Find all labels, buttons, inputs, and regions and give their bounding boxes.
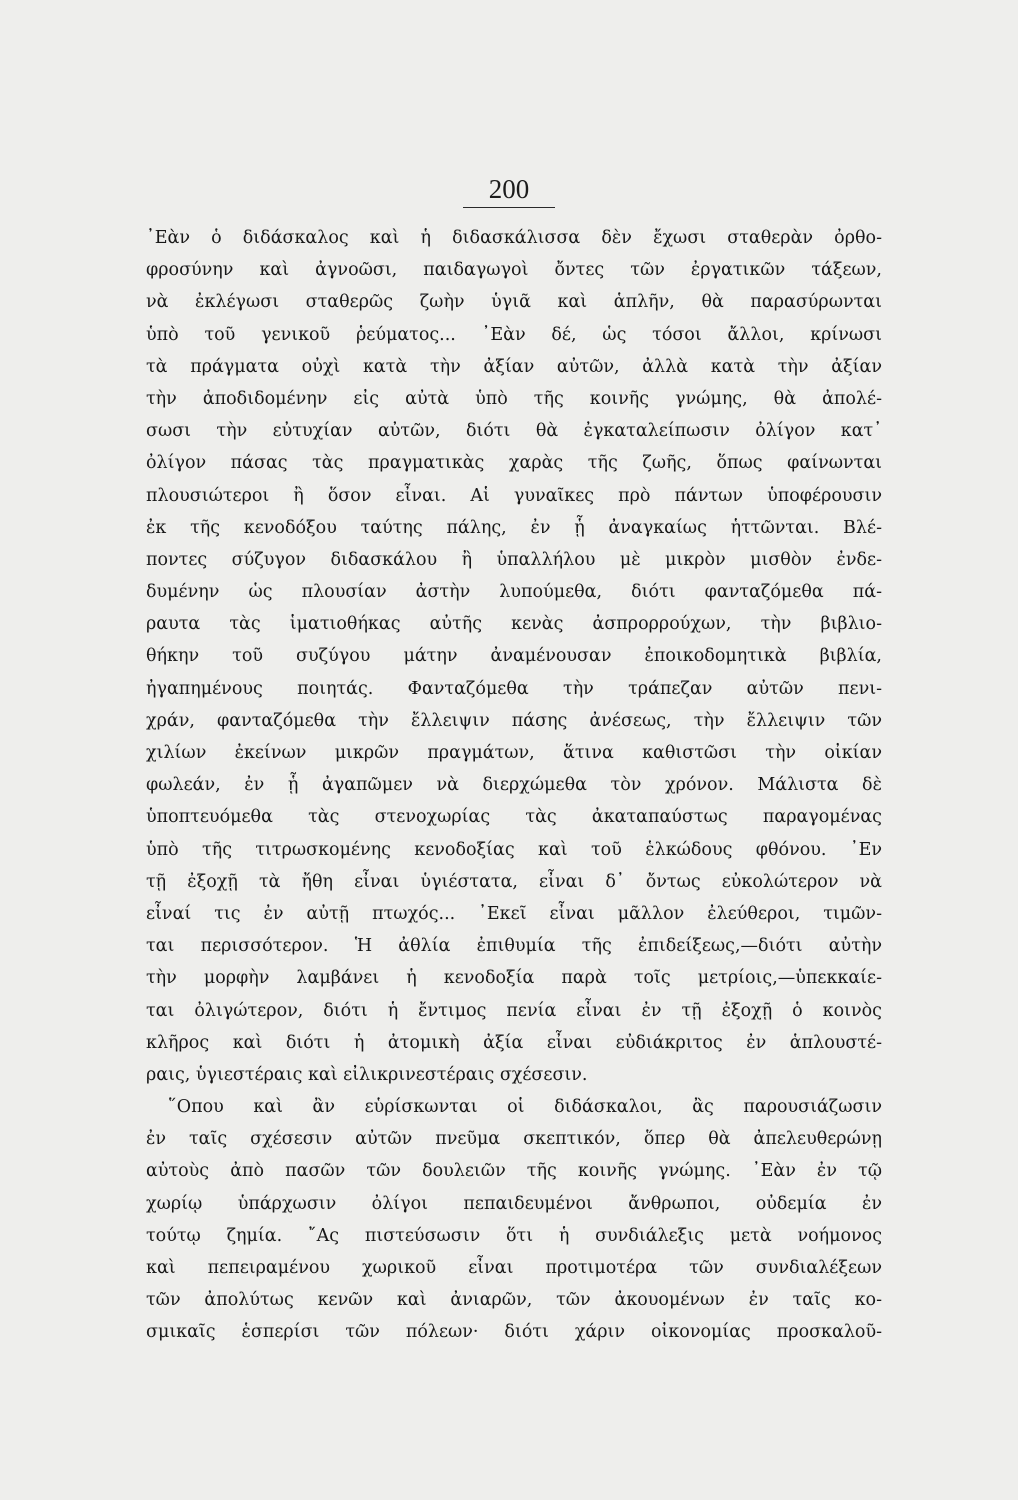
text-line: θήκην τοῦ συζύγου μάτην ἀναμένουσαν ἐποικοδομητικὰ βιβλία, xyxy=(146,646,882,667)
text-line: ἐκ τῆς κενοδόξου ταύτης πάλης, ἐν ᾗ ἀναγκαίως ἡττῶνται. Βλέ- xyxy=(146,517,882,538)
text-line: ὑπὸ τῆς τιτρωσκομένης κενοδοξίας καὶ τοῦ ἑλκώδους φθόνου. ᾽Εν xyxy=(146,839,882,860)
text-line: τὴν μορφὴν λαμβάνει ἡ κενοδοξία παρὰ τοῖς μετρίοις,—ὑπεκκαίε- xyxy=(146,968,882,989)
text-line: τὰ πράγματα οὐχὶ κατὰ τὴν ἀξίαν αὐτῶν, ἀλλὰ κατὰ τὴν ἀξίαν xyxy=(146,356,882,377)
text-line: τῶν ἀπολύτως κενῶν καὶ ἀνιαρῶν, τῶν ἀκουομένων ἐν ταῖς κο- xyxy=(146,1290,882,1311)
header-rule xyxy=(463,207,555,208)
text-line: ποντες σύζυγον διδασκάλου ἢ ὑπαλλήλου μὲ μικρὸν μισθὸν ἐνδε- xyxy=(146,549,882,570)
text-line: αὐτοὺς ἀπὸ πασῶν τῶν δουλειῶν τῆς κοινῆς γνώμης. ᾽Εὰν ἐν τῷ xyxy=(146,1161,882,1182)
text-line: εἶναί τις ἐν αὐτῇ πτωχός... ᾽Εκεῖ εἶναι μᾶλλον ἐλεύθεροι, τιμῶν- xyxy=(146,903,882,924)
text-line: σμικαῖς ἑσπερίσι τῶν πόλεων· διότι χάριν οἰκονομίας προσκαλοῦ- xyxy=(146,1322,882,1343)
paragraph-1 xyxy=(146,222,882,1091)
text-line: καὶ πεπειραμένου χωρικοῦ εἶναι προτιμοτέρα τῶν συνδιαλέξεων xyxy=(146,1258,882,1278)
text-line: χιλίων ἐκείνων μικρῶν πραγμάτων, ἅτινα καθιστῶσι τὴν οἰκίαν xyxy=(146,743,882,763)
text-line: ἠγαπημένους ποιητάς. Φανταζόμεθα τὴν τράπεζαν αὐτῶν πενι- xyxy=(146,678,882,699)
text-line: φροσύνην καὶ ἀγνοῶσι, παιδαγωγοὶ ὄντες τῶν ἐργατικῶν τάξεων, xyxy=(146,260,882,281)
text-line: τῇ ἐξοχῇ τὰ ἤθη εἶναι ὑγιέστατα, εἶναι δ᾽ ὄντως εὐκολώτερον νὰ xyxy=(146,871,882,892)
text-line: ὑποπτευόμεθα τὰς στενοχωρίας τὰς ἀκαταπαύστως παραγομένας xyxy=(146,807,882,828)
page-number: 200 xyxy=(488,174,530,204)
text-line: φωλεάν, ἐν ᾗ ἀγαπῶμεν νὰ διερχώμεθα τὸν χρόνον. Μάλιστα δὲ xyxy=(146,775,882,796)
text-line: πλουσιώτεροι ἢ ὅσον εἶναι. Αἱ γυναῖκες πρὸ πάντων ὑποφέρουσιν xyxy=(146,485,882,506)
text-line: ται ὀλιγώτερον, διότι ἡ ἔντιμος πενία εἶναι ἐν τῇ ἐξοχῇ ὁ κοινὸς xyxy=(146,1000,882,1021)
text-line: ται περισσότερον. Ἡ ἀθλία ἐπιθυμία τῆς ἐπιδείξεως,—διότι αὐτὴν xyxy=(146,936,882,957)
text-line: χωρίῳ ὑπάρχωσιν ὀλίγοι πεπαιδευμένοι ἄνθρωποι, οὐδεμία ἐν xyxy=(146,1193,882,1214)
text-line: δυμένην ὡς πλουσίαν ἀστὴν λυπούμεθα, διότι φανταζόμεθα πά- xyxy=(146,582,882,603)
text-line: ἐν ταῖς σχέσεσιν αὐτῶν πνεῦμα σκεπτικόν, ὅπερ θὰ ἀπελευθερώνῃ xyxy=(146,1129,882,1150)
text-line: νὰ ἐκλέγωσι σταθερῶς ζωὴν ὑγιᾶ καὶ ἁπλῆν, θὰ παρασύρωνται xyxy=(146,292,882,313)
text-line: χράν, φανταζόμεθα τὴν ἔλλειψιν πάσης ἀνέσεως, τὴν ἔλλειψιν τῶν xyxy=(146,710,882,731)
text-line: ᾽Εὰν ὁ διδάσκαλος καὶ ἡ διδασκάλισσα δὲν ἔχωσι σταθερὰν ὀρθο- xyxy=(146,228,882,248)
text-line: ραις, ὑγιεστέραις καὶ εἰλικρινεστέραις σχέσεσιν. xyxy=(146,1064,588,1085)
text-line: ὑπὸ τοῦ γενικοῦ ῥεύματος... ᾽Εὰν δέ, ὡς τόσοι ἄλλοι, κρίνωσι xyxy=(146,324,882,345)
paragraph-2 xyxy=(146,1091,882,1349)
text-line: ραυτα τὰς ἱματιοθήκας αὐτῆς κενὰς ἀσπρορρούχων, τὴν βιβλιο- xyxy=(146,614,882,635)
text-line: σωσι τὴν εὐτυχίαν αὐτῶν, διότι θὰ ἐγκαταλείπωσιν ὀλίγον κατ᾽ xyxy=(146,421,882,442)
body-text xyxy=(146,222,882,1349)
text-line: κλῆρος καὶ διότι ἡ ἀτομικὴ ἀξία εἶναι εὐδιάκριτος ἐν ἁπλουστέ- xyxy=(146,1032,882,1053)
text-line: ὀλίγον πάσας τὰς πραγματικὰς χαρὰς τῆς ζωῆς, ὅπως φαίνωνται xyxy=(146,453,882,474)
text-line: τούτῳ ζημία. ῎Ας πιστεύσωσιν ὅτι ἡ συνδιάλεξις μετὰ νοήμονος xyxy=(146,1225,882,1246)
text-line: ῞Οπου καὶ ἂν εὑρίσκωνται οἱ διδάσκαλοι, ἂς παρουσιάζωσιν xyxy=(168,1097,882,1118)
text-line: τὴν ἀποδιδομένην εἰς αὐτὰ ὑπὸ τῆς κοινῆς γνώμης, θὰ ἀπολέ- xyxy=(146,388,882,409)
